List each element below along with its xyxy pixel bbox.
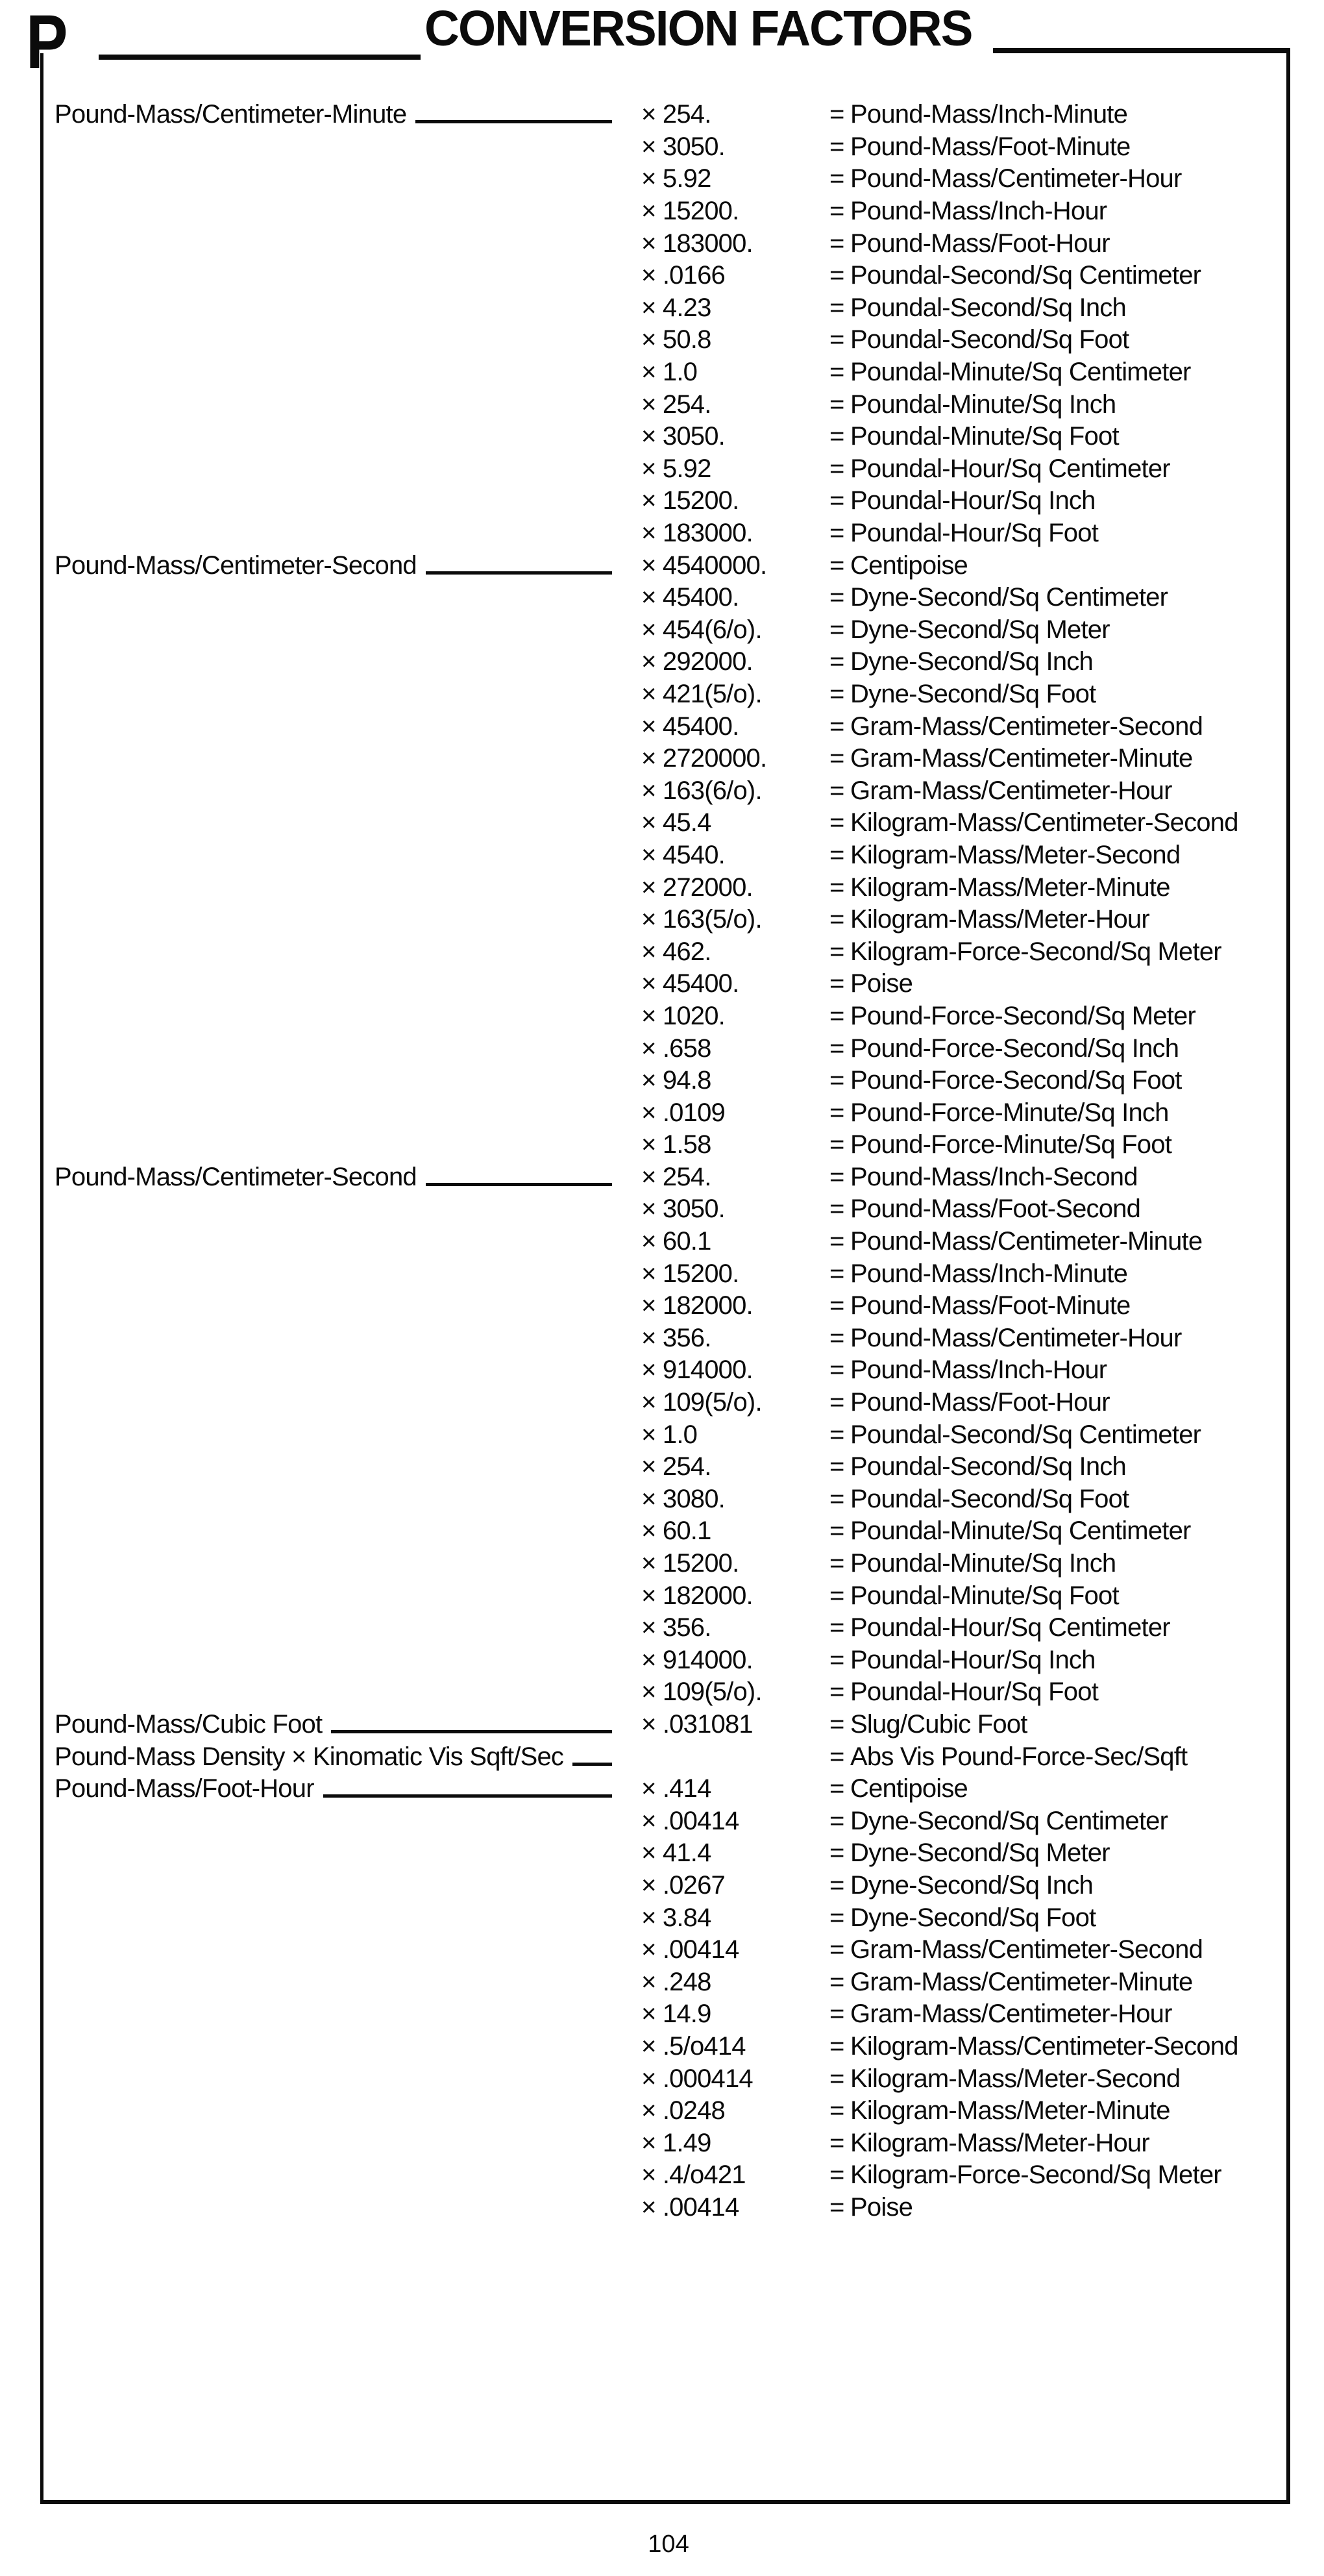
row-result-unit: Poundal-Second/Sq Inch [850,1452,1126,1481]
row-multiply-factor: × .031081 [641,1709,753,1739]
row-multiply-factor: × 14.9 [641,2000,711,2029]
table-row [43,1032,1286,1065]
equals-sign: = [829,2096,844,2125]
equals-sign: = [829,2064,844,2093]
row-multiply-factor: × 2720000. [641,744,767,773]
equals-sign: = [829,808,844,837]
equals-sign: = [829,1678,844,1707]
row-result-unit: Pound-Force-Second/Sq Inch [850,1034,1179,1063]
row-result-unit: Dyne-Second/Sq Foot [850,679,1096,708]
equals-sign: = [829,261,844,290]
equals-sign: = [829,486,844,515]
row-result-unit: Kilogram-Mass/Meter-Second [850,2064,1181,2093]
leader-line [323,1794,612,1798]
table-row [43,1193,1286,1226]
row-result-unit: Dyne-Second/Sq Inch [850,647,1093,676]
row-result-unit: Pound-Mass/Inch-Hour [850,1356,1107,1385]
table-row [43,227,1286,260]
table-row [43,292,1286,325]
row-multiply-factor: × 45400. [641,712,739,741]
equals-sign: = [829,1806,844,1835]
row-result-unit: Pound-Mass/Foot-Minute [850,132,1131,161]
table-row [43,1065,1286,1097]
table-row [43,614,1286,647]
row-multiply-factor: × 3050. [641,422,725,451]
row-result-unit: Pound-Mass/Foot-Minute [850,1291,1131,1320]
row-result-unit: Pound-Mass/Foot-Second [850,1195,1141,1224]
table-row [43,774,1286,807]
table-row [43,1161,1286,1194]
equals-sign: = [829,1774,844,1803]
equals-sign: = [829,1549,844,1578]
row-result-unit: Pound-Mass/Foot-Hour [850,229,1110,258]
table-row [43,1387,1286,1419]
table-row [43,131,1286,164]
equals-sign: = [829,1227,844,1256]
row-multiply-factor: × 109(5/o). [641,1388,762,1417]
row-multiply-factor: × 1.0 [641,1420,698,1449]
row-result-unit: Poise [850,2192,913,2222]
equals-sign: = [829,1709,844,1739]
row-result-unit: Pound-Force-Minute/Sq Foot [850,1130,1172,1159]
table-row [43,324,1286,356]
equals-sign: = [829,1066,844,1095]
row-multiply-factor: × 272000. [641,873,753,902]
equals-sign: = [829,1484,844,1513]
row-result-unit: Poundal-Second/Sq Centimeter [850,1420,1201,1449]
row-result-unit: Kilogram-Mass/Meter-Hour [850,2128,1149,2157]
leader-line [572,1763,612,1766]
equals-sign: = [829,358,844,387]
table-row [43,453,1286,486]
leader-line [426,1183,612,1186]
equals-sign: = [829,1356,844,1385]
leader-line [415,120,612,123]
row-multiply-factor: × 5.92 [641,454,711,483]
row-multiply-factor: × 4540. [641,840,725,869]
row-result-unit: Poundal-Hour/Sq Foot [850,519,1099,548]
row-multiply-factor: × 254. [641,390,711,419]
row-source-unit-label: Pound-Mass/Centimeter-Second [55,551,417,580]
row-result-unit: Dyne-Second/Sq Centimeter [850,583,1168,612]
row-multiply-factor: × 183000. [641,519,753,548]
equals-sign: = [829,1162,844,1191]
row-result-unit: Dyne-Second/Sq Centimeter [850,1806,1168,1835]
equals-sign: = [829,615,844,644]
equals-sign: = [829,2000,844,2029]
equals-sign: = [829,937,844,966]
table-row [43,163,1286,195]
row-multiply-factor: × .0109 [641,1098,725,1127]
equals-sign: = [829,293,844,322]
table-row [43,1322,1286,1355]
row-result-unit: Poundal-Hour/Sq Inch [850,486,1096,515]
table-row [43,904,1286,936]
row-multiply-factor: × 254. [641,1162,711,1191]
row-result-unit: Kilogram-Mass/Meter-Second [850,840,1181,869]
row-result-unit: Pound-Force-Minute/Sq Inch [850,1098,1169,1127]
row-result-unit: Poundal-Second/Sq Inch [850,293,1126,322]
equals-sign: = [829,164,844,193]
table-row [43,421,1286,453]
row-result-unit: Kilogram-Force-Second/Sq Meter [850,2161,1221,2190]
equals-sign: = [829,712,844,741]
row-multiply-factor: × 254. [641,1452,711,1481]
row-result-unit: Kilogram-Mass/Meter-Hour [850,905,1149,934]
row-multiply-factor: × 3.84 [641,1903,711,1932]
equals-sign: = [829,1034,844,1063]
row-multiply-factor: × 15200. [641,1549,739,1578]
table-row [43,1901,1286,1934]
row-multiply-factor: × 356. [641,1323,711,1352]
table-row [43,871,1286,904]
table-row [43,388,1286,421]
table-row [43,743,1286,775]
row-result-unit: Centipoise [850,551,968,580]
row-result-unit: Pound-Mass/Inch-Second [850,1162,1138,1191]
table-row [43,582,1286,614]
table-row [43,1805,1286,1837]
row-multiply-factor: × .000414 [641,2064,753,2093]
row-result-unit: Dyne-Second/Sq Inch [850,1870,1093,1900]
leader-line [426,571,612,575]
equals-sign: = [829,583,844,612]
table-row [43,935,1286,968]
equals-sign: = [829,873,844,902]
row-source-unit-cell [55,551,641,580]
table-row [43,1676,1286,1709]
equals-sign: = [829,1259,844,1288]
equals-sign: = [829,1098,844,1127]
row-multiply-factor: × .414 [641,1774,711,1803]
table-row [43,1709,1286,1741]
row-multiply-factor: × .00414 [641,2192,739,2222]
row-multiply-factor: × 3050. [641,132,725,161]
equals-sign: = [829,2128,844,2157]
row-result-unit: Poundal-Hour/Sq Foot [850,1678,1099,1707]
row-result-unit: Kilogram-Mass/Centimeter-Second [850,808,1238,837]
table-row [43,260,1286,292]
table-row [43,99,1286,131]
row-multiply-factor: × 109(5/o). [641,1678,762,1707]
equals-sign: = [829,1903,844,1932]
equals-sign: = [829,1870,844,1900]
row-result-unit: Gram-Mass/Centimeter-Second [850,1935,1203,1964]
equals-sign: = [829,325,844,354]
table-row [43,2127,1286,2159]
row-result-unit: Pound-Mass/Centimeter-Hour [850,1323,1182,1352]
row-result-unit: Centipoise [850,1774,968,1803]
row-result-unit: Pound-Mass/Inch-Hour [850,197,1107,226]
table-row [43,2192,1286,2224]
row-result-unit: Gram-Mass/Centimeter-Second [850,712,1203,741]
equals-sign: = [829,132,844,161]
row-result-unit: Dyne-Second/Sq Meter [850,1839,1110,1868]
table-row [43,678,1286,711]
row-multiply-factor: × 15200. [641,197,739,226]
row-multiply-factor: × 1.0 [641,358,698,387]
row-multiply-factor: × 1020. [641,1001,725,1030]
row-multiply-factor: × 94.8 [641,1066,711,1095]
row-multiply-factor: × 914000. [641,1645,753,1674]
row-result-unit: Pound-Mass/Inch-Minute [850,100,1128,129]
row-multiply-factor: × 454(6/o). [641,615,762,644]
conversion-table-frame [40,53,1290,2504]
row-result-unit: Kilogram-Mass/Meter-Minute [850,2096,1170,2125]
equals-sign: = [829,905,844,934]
row-result-unit: Poundal-Second/Sq Foot [850,1484,1129,1513]
page-number: 104 [648,2531,689,2558]
row-source-unit-label: Pound-Mass Density × Kinomatic Vis Sqft/Sec [55,1742,564,1771]
table-row [43,1096,1286,1129]
row-multiply-factor: × .658 [641,1034,711,1063]
equals-sign: = [829,1130,844,1159]
row-multiply-factor: × .00414 [641,1806,739,1835]
row-source-unit-cell [55,1742,641,1772]
row-result-unit: Poundal-Minute/Sq Centimeter [850,1517,1191,1546]
row-multiply-factor: × 163(6/o). [641,776,762,805]
title-rule-right [993,48,1290,53]
table-row [43,968,1286,1000]
row-multiply-factor: × 3050. [641,1195,725,1224]
row-result-unit: Poundal-Minute/Sq Centimeter [850,358,1191,387]
equals-sign: = [829,647,844,676]
row-result-unit: Poundal-Minute/Sq Foot [850,1581,1119,1610]
equals-sign: = [829,1420,844,1449]
row-result-unit: Poise [850,969,913,998]
row-result-unit: Pound-Mass/Inch-Minute [850,1259,1128,1288]
equals-sign: = [829,2192,844,2222]
equals-sign: = [829,1195,844,1224]
row-multiply-factor: × 163(5/o). [641,905,762,934]
row-multiply-factor: × 45400. [641,583,739,612]
table-row [43,1226,1286,1258]
table-row [43,1290,1286,1322]
table-row [43,1354,1286,1387]
equals-sign: = [829,1967,844,1996]
row-multiply-factor: × 292000. [641,647,753,676]
equals-sign: = [829,390,844,419]
row-multiply-factor: × 4540000. [641,551,767,580]
equals-sign: = [829,422,844,451]
row-multiply-factor: × .5/o414 [641,2031,746,2061]
table-row [43,195,1286,228]
row-multiply-factor: × 4.23 [641,293,711,322]
table-row [43,1934,1286,1966]
row-multiply-factor: × 45400. [641,969,739,998]
row-result-unit: Poundal-Second/Sq Centimeter [850,261,1201,290]
row-result-unit: Poundal-Hour/Sq Inch [850,1645,1096,1674]
row-multiply-factor: × 60.1 [641,1227,711,1256]
row-multiply-factor: × 5.92 [641,164,711,193]
table-row [43,807,1286,839]
row-multiply-factor: × .0166 [641,261,725,290]
table-row [43,1612,1286,1644]
row-result-unit: Pound-Force-Second/Sq Foot [850,1066,1182,1095]
row-result-unit: Poundal-Minute/Sq Foot [850,422,1119,451]
row-multiply-factor: × 50.8 [641,325,711,354]
equals-sign: = [829,551,844,580]
table-row [43,2159,1286,2192]
row-source-unit-cell [55,1774,641,1803]
table-row [43,2062,1286,2095]
equals-sign: = [829,840,844,869]
row-result-unit: Dyne-Second/Sq Meter [850,615,1110,644]
table-row [43,1644,1286,1677]
equals-sign: = [829,1388,844,1417]
equals-sign: = [829,1001,844,1030]
row-multiply-factor: × .00414 [641,1935,739,1964]
table-row [43,1773,1286,1805]
row-result-unit: Dyne-Second/Sq Foot [850,1903,1096,1932]
row-multiply-factor: × 421(5/o). [641,679,762,708]
equals-sign: = [829,969,844,998]
row-multiply-factor: × 1.58 [641,1130,711,1159]
table-row [43,517,1286,550]
equals-sign: = [829,679,844,708]
row-result-unit: Poundal-Hour/Sq Centimeter [850,454,1170,483]
table-row [43,485,1286,517]
row-multiply-factor: × 15200. [641,486,739,515]
table-row [43,646,1286,678]
row-multiply-factor: × 182000. [641,1581,753,1610]
section-letter: P [26,0,66,85]
equals-sign: = [829,1645,844,1674]
row-multiply-factor: × 356. [641,1613,711,1642]
table-row [43,1740,1286,1773]
equals-sign: = [829,100,844,129]
equals-sign: = [829,1291,844,1320]
equals-sign: = [829,229,844,258]
row-multiply-factor: × 3080. [641,1484,725,1513]
row-result-unit: Abs Vis Pound-Force-Sec/Sqft [850,1742,1188,1771]
row-multiply-factor: × 914000. [641,1356,753,1385]
row-result-unit: Gram-Mass/Centimeter-Minute [850,1967,1193,1996]
row-multiply-factor: × .248 [641,1967,711,1996]
equals-sign: = [829,519,844,548]
row-source-unit-label: Pound-Mass/Cubic Foot [55,1709,323,1739]
row-multiply-factor: × 45.4 [641,808,711,837]
row-source-unit-label: Pound-Mass/Centimeter-Minute [55,100,407,129]
equals-sign: = [829,1517,844,1546]
table-row [43,549,1286,582]
row-result-unit: Slug/Cubic Foot [850,1709,1027,1739]
equals-sign: = [829,454,844,483]
row-source-unit-cell [55,1163,641,1192]
table-row [43,2031,1286,2063]
row-result-unit: Kilogram-Force-Second/Sq Meter [850,937,1221,966]
row-result-unit: Pound-Mass/Foot-Hour [850,1388,1110,1417]
equals-sign: = [829,2031,844,2061]
table-row [43,2095,1286,2127]
row-result-unit: Gram-Mass/Centimeter-Minute [850,744,1193,773]
table-row [43,710,1286,743]
row-multiply-factor: × 15200. [641,1259,739,1288]
row-result-unit: Pound-Force-Second/Sq Meter [850,1001,1196,1030]
table-row [43,1483,1286,1516]
equals-sign: = [829,2161,844,2190]
row-multiply-factor: × 1.49 [641,2128,711,2157]
table-row [43,1515,1286,1548]
table-row [43,839,1286,872]
table-row [43,1966,1286,1998]
equals-sign: = [829,1581,844,1610]
row-result-unit: Poundal-Hour/Sq Centimeter [850,1613,1170,1642]
row-source-unit-cell [55,100,641,129]
row-result-unit: Kilogram-Mass/Centimeter-Second [850,2031,1238,2061]
table-row [43,1129,1286,1161]
equals-sign: = [829,776,844,805]
table-row [43,1000,1286,1033]
row-multiply-factor: × 41.4 [641,1839,711,1868]
equals-sign: = [829,1613,844,1642]
table-row [43,1998,1286,2031]
row-multiply-factor: × 254. [641,100,711,129]
row-multiply-factor: × 182000. [641,1291,753,1320]
conversion-table [43,99,1286,2223]
row-source-unit-cell [55,1710,641,1739]
equals-sign: = [829,1323,844,1352]
table-row [43,1257,1286,1290]
table-row [43,1837,1286,1870]
row-multiply-factor: × .0267 [641,1870,725,1900]
table-row [43,356,1286,389]
table-row [43,1548,1286,1580]
row-result-unit: Poundal-Minute/Sq Inch [850,1549,1116,1578]
row-multiply-factor: × 60.1 [641,1517,711,1546]
row-result-unit: Poundal-Second/Sq Foot [850,325,1129,354]
row-result-unit: Kilogram-Mass/Meter-Minute [850,873,1170,902]
table-row [43,1579,1286,1612]
equals-sign: = [829,1452,844,1481]
equals-sign: = [829,1742,844,1771]
row-multiply-factor: × .4/o421 [641,2161,746,2190]
row-multiply-factor: × 183000. [641,229,753,258]
table-row [43,1451,1286,1483]
row-source-unit-label: Pound-Mass/Centimeter-Second [55,1162,417,1191]
row-source-unit-label: Pound-Mass/Foot-Hour [55,1774,314,1803]
row-result-unit: Gram-Mass/Centimeter-Hour [850,2000,1172,2029]
row-result-unit: Poundal-Minute/Sq Inch [850,390,1116,419]
table-row [43,1418,1286,1451]
equals-sign: = [829,1839,844,1868]
table-row [43,1870,1286,1902]
leader-line [331,1730,612,1733]
row-multiply-factor: × 462. [641,937,711,966]
page-title: CONVERSION FACTORS [424,1,972,56]
row-result-unit: Pound-Mass/Centimeter-Hour [850,164,1182,193]
equals-sign: = [829,744,844,773]
row-result-unit: Pound-Mass/Centimeter-Minute [850,1227,1203,1256]
row-multiply-factor: × .0248 [641,2096,725,2125]
equals-sign: = [829,1935,844,1964]
row-result-unit: Gram-Mass/Centimeter-Hour [850,776,1172,805]
equals-sign: = [829,197,844,226]
